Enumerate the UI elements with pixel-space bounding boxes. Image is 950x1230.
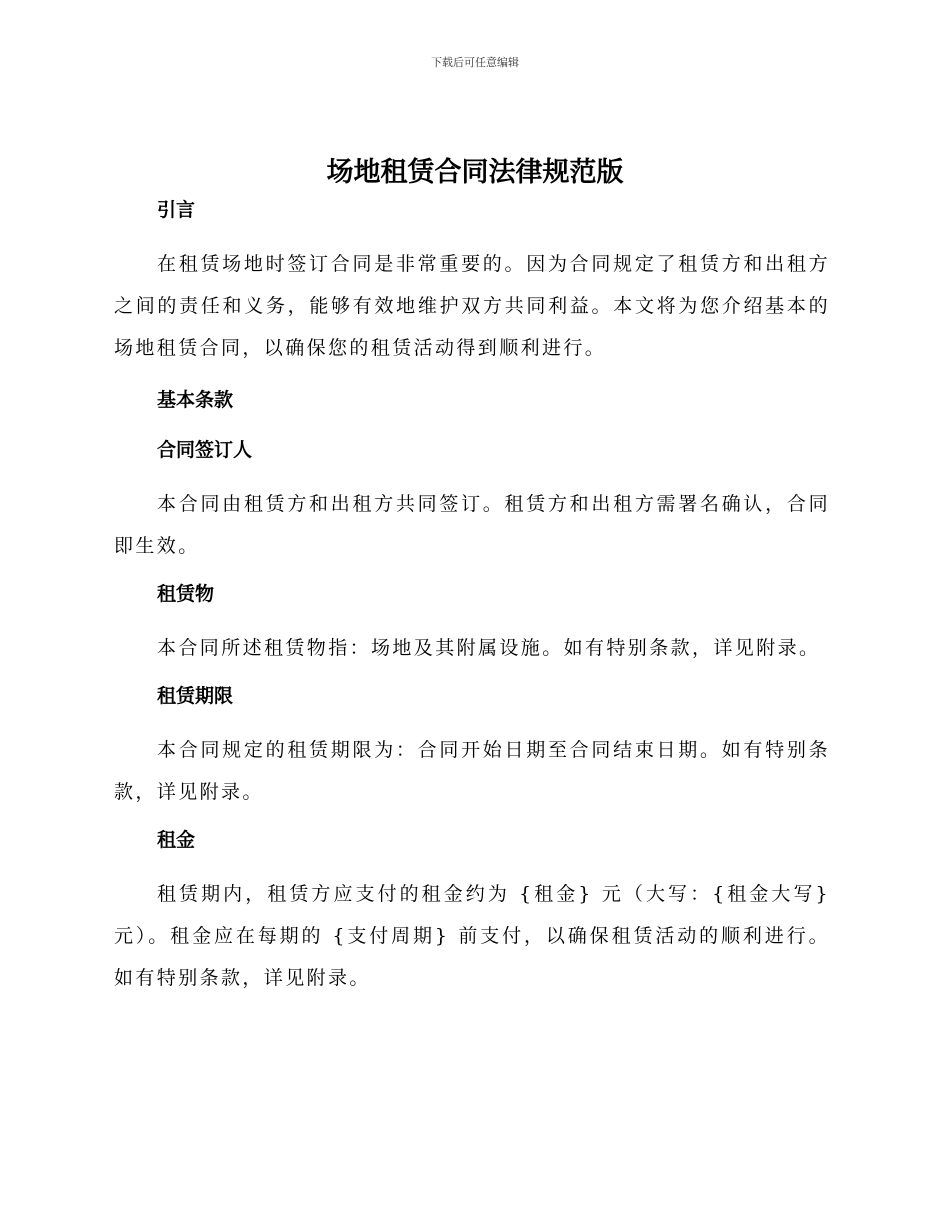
header-note: 下载后可任意编辑: [431, 56, 519, 69]
section-heading-basic-terms: 基本条款: [157, 389, 234, 411]
section-heading-leased-property: 租赁物: [157, 583, 215, 605]
section-heading-rent: 租金: [157, 829, 196, 851]
paragraph-rent: 租赁期内，租赁方应支付的租金约为 {租金} 元（大写：{租金大写} 元）。租金应在每期的 {支付周期} 前支付，以确保租赁活动的顺利进行。如有特别条款，详见附录。: [114, 883, 830, 989]
paragraph-leased-property: 本合同所述租赁物指：场地及其附属设施。如有特别条款，详见附录。: [157, 637, 821, 659]
section-heading-intro: 引言: [157, 199, 196, 221]
paragraph-intro: 在租赁场地时签订合同是非常重要的。因为合同规定了租赁方和出租方之间的责任和义务，能够有效地维护双方共同利益。本文将为您介绍基本的场地租赁合同，以确保您的租赁活动得到顺利进行。: [114, 253, 830, 359]
document-title: 场地租赁合同法律规范版: [326, 157, 624, 188]
section-heading-signatories: 合同签订人: [157, 439, 253, 461]
document-body: [114, 193, 830, 1009]
section-heading-lease-term: 租赁期限: [157, 685, 234, 707]
paragraph-lease-term: 本合同规定的租赁期限为：合同开始日期至合同结束日期。如有特别条款，详见附录。: [114, 739, 830, 803]
paragraph-signatories: 本合同由租赁方和出租方共同签订。租赁方和出租方需署名确认，合同即生效。: [114, 493, 830, 557]
